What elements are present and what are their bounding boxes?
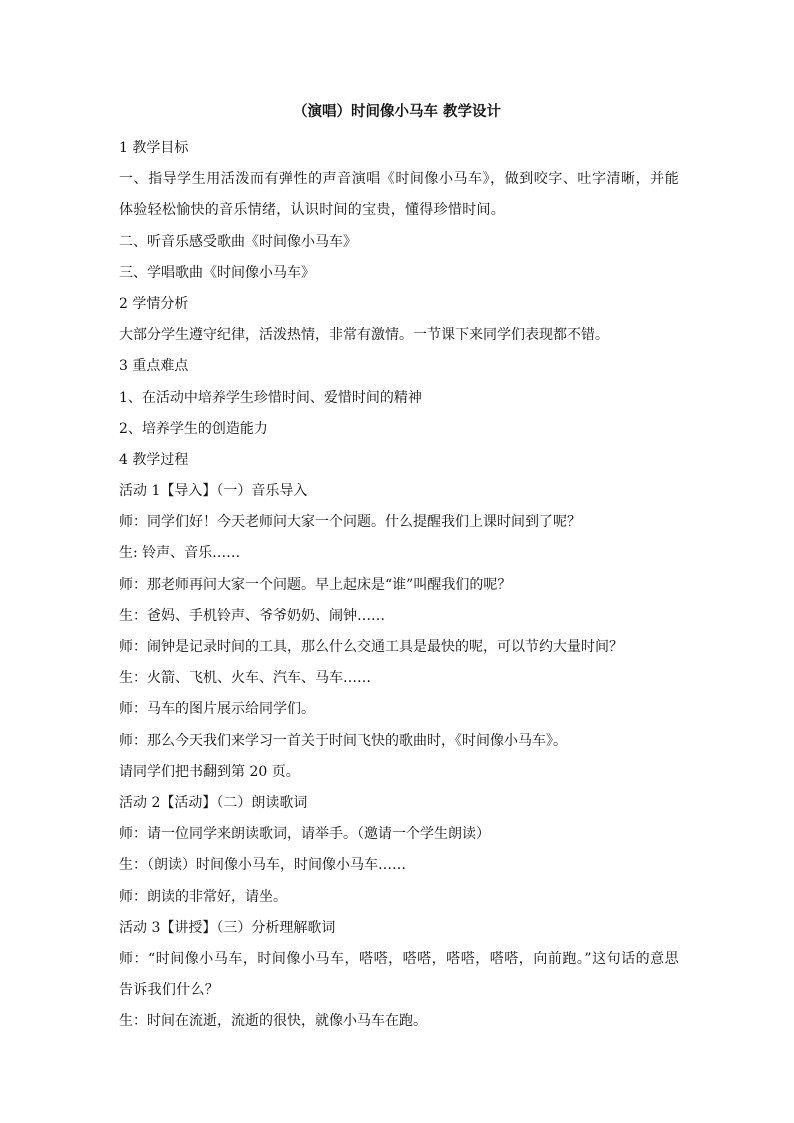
section-heading-process: 4 教学过程 [119,451,189,468]
instruction-line: 请同学们把书翻到第 20 页。 [119,763,300,780]
dialogue-line: 师：“时间像小马车，时间像小马车，嗒嗒，嗒嗒，嗒嗒，嗒嗒，向前跑。”这句话的意思告诉我们什么？ [119,950,679,999]
dialogue-line: 生: 铃声、音乐…… [119,545,241,562]
section-heading-keypoints: 3 重点难点 [119,358,189,375]
activity-1-heading: 活动 1【导入】（一）音乐导入 [119,483,308,500]
keypoint-1: 1、在活动中培养学生珍惜时间、爱惜时间的精神 [119,389,422,406]
document-title: （演唱）时间像小马车 教学设计 [292,103,502,120]
dialogue-line: 师：同学们好！今天老师问大家一个问题。什么提醒我们上课时间到了呢？ [119,514,581,531]
dialogue-line: 师：那老师再问大家一个问题。早上起床是“谁”叫醒我们的呢？ [119,576,512,593]
dialogue-line: 生：爸妈、手机铃声、爷爷奶奶、闹钟…… [119,607,385,624]
objective-3: 三、学唱歌曲《时间像小马车》 [119,264,315,281]
keypoint-2: 2、培养学生的创造能力 [119,420,268,437]
document-body [119,133,679,1037]
analysis-text: 大部分学生遵守纪律，活泼热情，非常有激情。一节课下来同学们表现都不错。 [119,327,609,344]
activity-2-heading: 活动 2【活动】（二）朗读歌词 [119,794,308,811]
dialogue-line: 师：闹钟是记录时间的工具，那么什么交通工具是最快的呢，可以节约大量时间？ [119,639,623,656]
objective-1: 一、指导学生用活泼而有弹性的声音演唱《时间像小马车》，做到咬字、吐字清晰，并能体验轻松愉快的音乐情绪，认识时间的宝贵，懂得珍惜时间。 [119,171,679,219]
activity-3-heading: 活动 3【讲授】（三）分析理解歌词 [119,919,336,936]
dialogue-line: 师：马车的图片展示给同学们。 [119,701,315,718]
dialogue-line: 生：（朗读）时间像小马车，时间像小马车…… [119,857,406,874]
dialogue-line: 师：请一位同学来朗读歌词，请举手。（邀请一个学生朗读） [119,826,490,843]
dialogue-line: 生：火箭、飞机、火车、汽车、马车…… [119,670,371,687]
dialogue-line: 师：那么今天我们来学习一首关于时间飞快的歌曲时，《时间像小马车》。 [119,732,567,749]
dialogue-line: 师：朗读的非常好，请坐。 [119,888,287,905]
objective-2: 二、听音乐感受歌曲《时间像小马车》 [119,233,357,250]
section-heading-analysis: 2 学情分析 [119,295,189,312]
section-heading-objectives: 1 教学目标 [119,140,189,156]
dialogue-line: 生：时间在流逝，流逝的很快，就像小马车在跑。 [119,1013,427,1030]
